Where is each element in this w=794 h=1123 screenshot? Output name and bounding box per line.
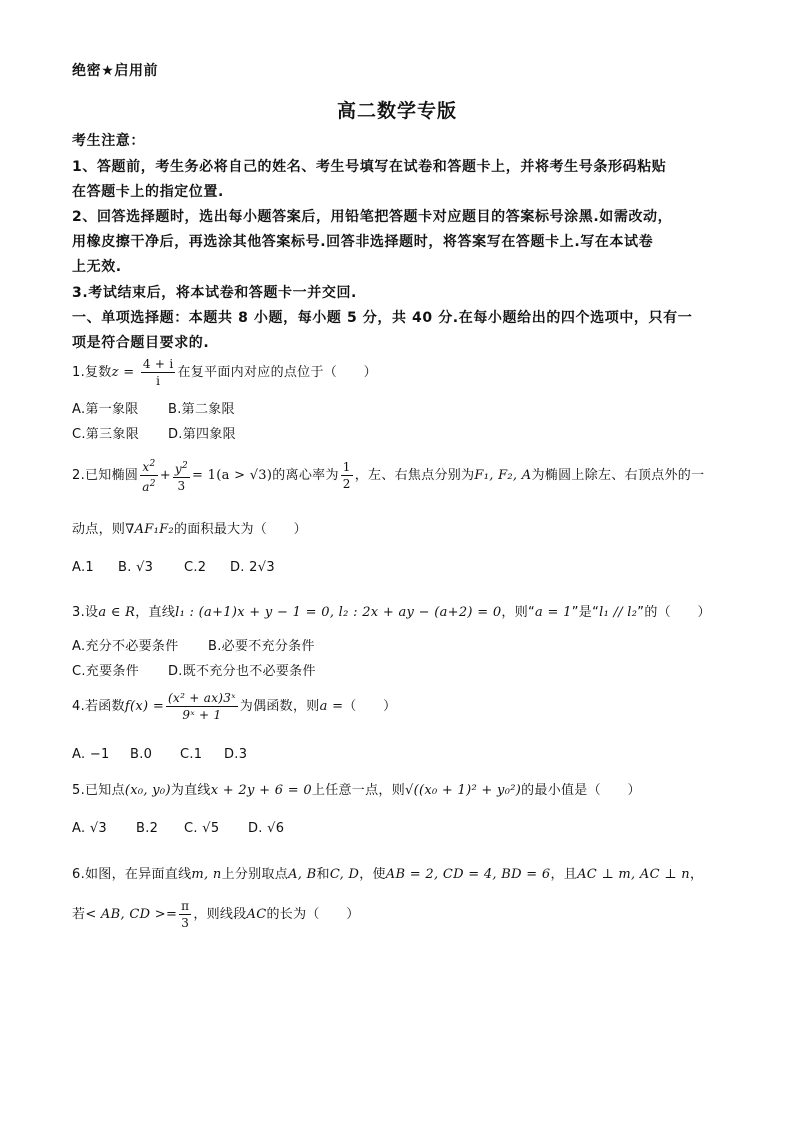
q5-line: x + 2y + 6 = 0: [210, 783, 312, 798]
q2-frac-den: 2: [342, 477, 351, 491]
q2-frac-x: $\frac{x^2}{a^2}$: [142, 459, 156, 494]
q1-option-b: B.第二象限: [168, 402, 235, 417]
q6-pts1: A, B: [288, 867, 317, 882]
q3-set: a ∈ R: [98, 605, 136, 620]
q1-options-row-1: [72, 398, 235, 417]
q2-triangle: ∇AF₁F₂: [125, 522, 174, 537]
q3-prefix: 3.设: [72, 605, 99, 620]
question-2-line-2: [72, 518, 307, 537]
question-6: [72, 863, 703, 882]
q6-line2-prefix: 若: [72, 907, 86, 922]
page-title: 高二数学专版: [336, 100, 457, 122]
q1-suffix: 在复平面内对应的点位于（ ）: [177, 365, 377, 380]
q1-option-a: A.第一象限: [72, 402, 139, 417]
q2-option-d: D. 2√3: [230, 560, 275, 575]
q2-eccentricity: [341, 459, 353, 492]
notice-item-1-line-2: 在答题卡上的指定位置.: [72, 184, 224, 200]
q6-lengths: AB = 2, CD = 4, BD = 6: [385, 867, 551, 882]
q4-num: (x² + ax)3ˣ: [168, 691, 236, 705]
q2-prefix: 2.已知椭圆: [72, 468, 139, 483]
q3-option-d: D.既不充分也不必要条件: [168, 664, 316, 679]
q3-option-b: B.必要不充分条件: [208, 639, 315, 654]
q3-mid3: ”是“: [571, 605, 600, 620]
q2-rest2: 为椭圆上除左、右顶点外的一: [531, 468, 705, 483]
q4-mid: 为偶函数，则: [239, 699, 320, 714]
q5-expr: √((x₀ + 1)² + y₀²): [405, 783, 522, 798]
question-6-line-2: [72, 898, 360, 931]
q3-cond: a = 1: [535, 605, 572, 620]
q3-suffix: ”的（ ）: [637, 605, 711, 620]
q6-perp: AC ⊥ m, AC ⊥ n: [577, 867, 690, 882]
section-1-line-2: 项是符合题目要求的.: [72, 335, 210, 351]
q6-frac-den: 3: [179, 914, 191, 931]
q3-lines: l₁ : (a+1)x + y − 1 = 0, l₂ : 2x + ay − (a+2) = 0: [175, 605, 502, 620]
q3-option-c: C.充要条件: [72, 664, 140, 679]
q4-prefix: 4.若函数: [72, 699, 125, 714]
q4-options: [72, 747, 247, 762]
q3-option-a: A.充分不必要条件: [72, 639, 179, 654]
q6-mid: 上分别取点: [221, 867, 289, 882]
q2-option-c: C.2: [184, 560, 207, 575]
q6-mid2: ，使: [359, 867, 386, 882]
notice-item-1-line-1: 1、答题前，考生务必将自己的姓名、考生号填写在试卷和答题卡上，并将考生号条形码粘贴: [72, 159, 667, 175]
q5-option-c: C. √5: [184, 821, 220, 836]
q1-option-d: D.第四象限: [168, 427, 236, 442]
question-1: [72, 356, 377, 389]
question-5: [72, 779, 641, 798]
notice-item-2-line-2: 用橡皮擦干净后，再选涂其他答案标号.回答非选择题时，将答案写在答题卡上.写在本试卷: [72, 234, 654, 250]
q6-angle: < AB, CD >=: [85, 907, 178, 922]
q2-option-a: A.1: [72, 560, 94, 575]
notice-item-2-line-3: 上无效.: [72, 259, 122, 275]
q2-frac-y: $\frac{y^2}{3}$: [174, 460, 189, 493]
q4-den: 9ˣ + 1: [166, 706, 238, 723]
q2-line2-prefix: 动点，则: [72, 522, 126, 537]
question-3: [72, 601, 711, 620]
q3-mid: ，直线: [135, 605, 176, 620]
q4-option-c: C.1: [180, 747, 203, 762]
q2-options: [72, 560, 275, 575]
q5-suffix: 的最小值是（ ）: [521, 783, 641, 798]
q3-options-row-1: [72, 635, 315, 654]
q6-lines: m, n: [191, 867, 222, 882]
q1-option-c: C.第三象限: [72, 427, 140, 442]
notice-item-3: 3.考试结束后，将本试卷和答题卡一并交回.: [72, 285, 357, 301]
q6-line2-suffix: ，则线段: [193, 907, 247, 922]
question-2: 2.已知椭圆 $\frac{x^2}{a^2}$ + $\frac{y^2}{3}$ = 1(a > √3)的离心率为 $\frac{1}{2}$ ，左、右焦点分别为F₁, F₂, A为椭圆上除左、右顶点外的一: [72, 456, 704, 495]
q6-end: ，: [689, 867, 704, 882]
q5-options: [72, 821, 284, 836]
q4-fx: f(x) =: [124, 699, 165, 714]
q2-foci: F₁, F₂, A: [474, 468, 532, 483]
q6-frac-num: π: [181, 899, 190, 913]
q6-and: 和: [316, 867, 330, 882]
q5-prefix: 5.已知点: [72, 783, 125, 798]
notice-heading: 考生注意：: [72, 133, 145, 149]
q4-option-a: A. −1: [72, 747, 110, 762]
q4-option-b: B.0: [130, 747, 153, 762]
q2-frac-num: 1: [342, 460, 351, 474]
q6-seg: AC: [246, 907, 267, 922]
q1-den: i: [141, 372, 176, 389]
q1-num: 4 + i: [142, 357, 174, 371]
q2-option-b: B. √3: [118, 560, 154, 575]
q2-line2-suffix: 的面积最大为（ ）: [173, 522, 307, 537]
q1-var: z: [111, 365, 119, 380]
q4-suffix: （ ）: [343, 699, 397, 714]
confidential-label: 绝密★启用前: [72, 63, 159, 79]
q5-mid2: 上任意一点，则: [311, 783, 406, 798]
q6-prefix: 6.如图，在异面直线: [72, 867, 192, 882]
q1-prefix: 1.复数: [72, 365, 112, 380]
question-4: [72, 690, 396, 723]
q6-mid3: ，且: [550, 867, 578, 882]
q3-parallel: l₁ // l₂: [599, 605, 638, 620]
notice-item-2-line-1: 2、回答选择题时，选出每小题答案后，用铅笔把答题卡对应题目的答案标号涂黑.如需改动，: [72, 209, 673, 225]
q2-condition: = 1(a > √3): [192, 468, 273, 483]
q5-option-a: A. √3: [72, 821, 107, 836]
q4-var: a =: [319, 699, 344, 714]
q6-fraction: [179, 898, 191, 931]
q1-options-row-2: [72, 423, 236, 442]
q2-mid: 的离心率为: [272, 468, 339, 483]
q5-option-d: D. √6: [248, 821, 285, 836]
q4-option-d: D.3: [224, 747, 248, 762]
q5-point: (x₀, y₀): [124, 783, 171, 798]
q5-option-b: B.2: [136, 821, 159, 836]
q1-fraction: [141, 356, 176, 389]
q3-mid2: ，则“: [501, 605, 536, 620]
section-1-line-1: 一、单项选择题：本题共 8 小题，每小题 5 分，共 40 分.在每小题给出的四个选项中，只有一: [72, 310, 693, 326]
q6-line2-end: 的长为（ ）: [266, 907, 360, 922]
q2-rest: ，左、右焦点分别为: [354, 468, 475, 483]
q6-pts2: C, D: [329, 867, 360, 882]
q5-mid: 为直线: [170, 783, 211, 798]
q1-eq: =: [118, 365, 139, 380]
q3-options-row-2: [72, 660, 316, 679]
q4-fraction: [166, 690, 238, 723]
